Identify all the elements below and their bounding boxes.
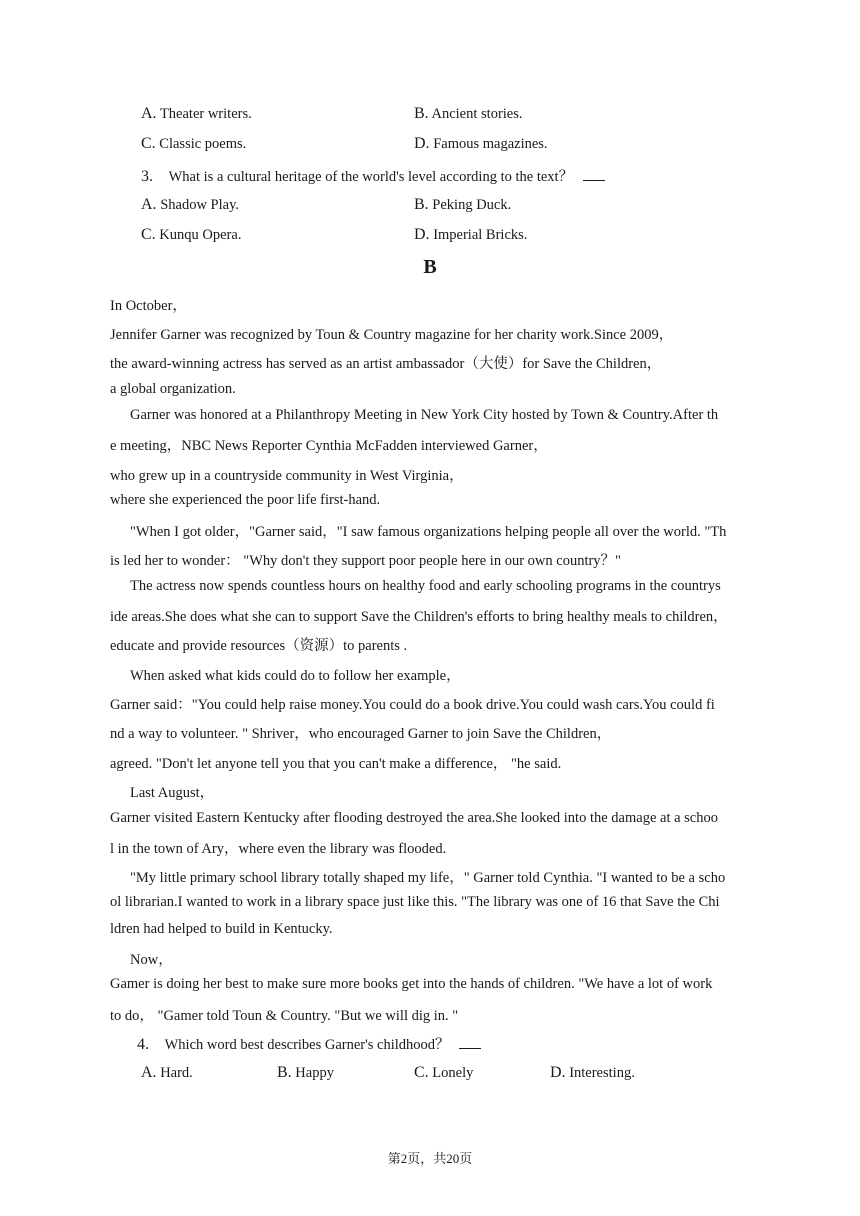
passage-line: Garner was honored at a Philanthropy Meeting in New York City hosted by Town & Country.After th bbox=[130, 407, 719, 423]
passage-line: educate and provide resources（资源）to parents . bbox=[110, 638, 408, 654]
section-title: B bbox=[423, 256, 437, 278]
question-text: Which word best describes Garner's childhood？ bbox=[164, 1037, 450, 1053]
passage-line: Now， bbox=[130, 952, 173, 968]
option-text: Peking Duck. bbox=[432, 197, 512, 213]
option-text: Hard. bbox=[160, 1065, 193, 1081]
passage-line: ldren had helped to build in Kentucky. bbox=[110, 921, 333, 937]
option-letter: B. bbox=[414, 196, 429, 213]
option-letter: C. bbox=[141, 135, 156, 152]
question-number: 3. bbox=[141, 168, 153, 185]
passage-line: The actress now spends countless hours on healthy food and early schooling programs in the countrys bbox=[130, 578, 721, 594]
option-text: Famous magazines. bbox=[433, 136, 548, 152]
q4-option-a bbox=[141, 1064, 193, 1082]
q3-option-a bbox=[141, 196, 239, 214]
passage-line: "When I got older，"Garner said，"I saw famous organizations helping people all over the world. "Th bbox=[130, 524, 727, 540]
q2-option-b bbox=[414, 105, 523, 123]
passage-line: Last August， bbox=[130, 785, 215, 801]
q2-option-d bbox=[414, 135, 548, 153]
q3-stem bbox=[141, 165, 605, 186]
passage-line: When asked what kids could do to follow her example， bbox=[130, 668, 461, 684]
option-letter: B. bbox=[277, 1064, 292, 1081]
option-text: Lonely bbox=[432, 1065, 474, 1081]
passage-line: ol librarian.I wanted to work in a library space just like this. "The library was one of 16 that Save the Chi bbox=[110, 894, 720, 910]
q3-option-b bbox=[414, 196, 511, 214]
passage-line: who grew up in a countryside community in West Virginia， bbox=[110, 468, 464, 484]
passage-line: is led her to wonder： "Why don't they support poor people here in our own country？" bbox=[110, 553, 621, 569]
passage-line: where she experienced the poor life first-hand. bbox=[110, 492, 381, 508]
q2-option-c bbox=[141, 135, 246, 153]
q4-stem bbox=[137, 1033, 481, 1054]
option-text: Classic poems. bbox=[159, 136, 247, 152]
passage-line: Garner said："You could help raise money.You could do a book drive.You could wash cars.You could fi bbox=[110, 697, 715, 713]
q3-option-c bbox=[141, 226, 241, 244]
answer-blank bbox=[583, 168, 605, 181]
passage-line: the award-winning actress has served as an artist ambassador（大使）for Save the Children， bbox=[110, 356, 662, 372]
question-number: 4. bbox=[137, 1036, 149, 1053]
option-letter: C. bbox=[141, 226, 156, 243]
option-letter: A. bbox=[141, 105, 157, 122]
passage-line: l in the town of Ary，where even the library was flooded. bbox=[110, 841, 447, 857]
answer-blank bbox=[459, 1036, 481, 1049]
passage-line: to do， "Gamer told Toun & Country. "But we will dig in. " bbox=[110, 1008, 459, 1024]
option-letter: C. bbox=[414, 1064, 429, 1081]
option-letter: B. bbox=[414, 105, 429, 122]
passage-line: nd a way to volunteer. " Shriver，who encouraged Garner to join Save the Children， bbox=[110, 726, 612, 742]
option-letter: D. bbox=[550, 1064, 566, 1081]
option-text: Kunqu Opera. bbox=[159, 227, 242, 243]
passage-line: "My little primary school library totally shaped my life，" Garner told Cynthia. "I wanted to be a scho bbox=[130, 870, 726, 886]
option-letter: D. bbox=[414, 135, 430, 152]
option-letter: D. bbox=[414, 226, 430, 243]
question-text: What is a cultural heritage of the world's level according to the text？ bbox=[168, 169, 574, 185]
option-text: Interesting. bbox=[569, 1065, 635, 1081]
option-text: Theater writers. bbox=[159, 106, 252, 122]
q3-option-d bbox=[414, 226, 527, 244]
q2-option-a bbox=[141, 105, 252, 123]
page-number: 第2页，共20页 bbox=[387, 1151, 473, 1166]
passage-line: In October， bbox=[110, 298, 187, 314]
option-letter: A. bbox=[141, 196, 157, 213]
q4-option-d bbox=[550, 1064, 635, 1082]
option-text: Happy bbox=[295, 1065, 334, 1081]
option-text: Shadow Play. bbox=[160, 197, 239, 213]
passage-line: agreed. "Don't let anyone tell you that you can't make a difference， "he said. bbox=[110, 756, 562, 772]
option-text: Imperial Bricks. bbox=[433, 227, 528, 243]
option-text: Ancient stories. bbox=[431, 106, 523, 122]
passage-line: ide areas.She does what she can to support Save the Children's efforts to bring healthy meals to children， bbox=[110, 609, 728, 625]
option-letter: A. bbox=[141, 1064, 157, 1081]
passage-line: Garner visited Eastern Kentucky after flooding destroyed the area.She looked into the damage at a schoo bbox=[110, 810, 718, 826]
passage-line: Gamer is doing her best to make sure more books get into the hands of children. "We have a lot of work bbox=[110, 976, 713, 992]
q4-option-b bbox=[277, 1064, 334, 1082]
passage-line: a global organization. bbox=[110, 381, 236, 397]
passage-line: e meeting，NBC News Reporter Cynthia McFadden interviewed Garner， bbox=[110, 438, 548, 454]
passage-line: Jennifer Garner was recognized by Toun & Country magazine for her charity work.Since 2009， bbox=[110, 327, 674, 343]
q4-option-c bbox=[414, 1064, 473, 1082]
